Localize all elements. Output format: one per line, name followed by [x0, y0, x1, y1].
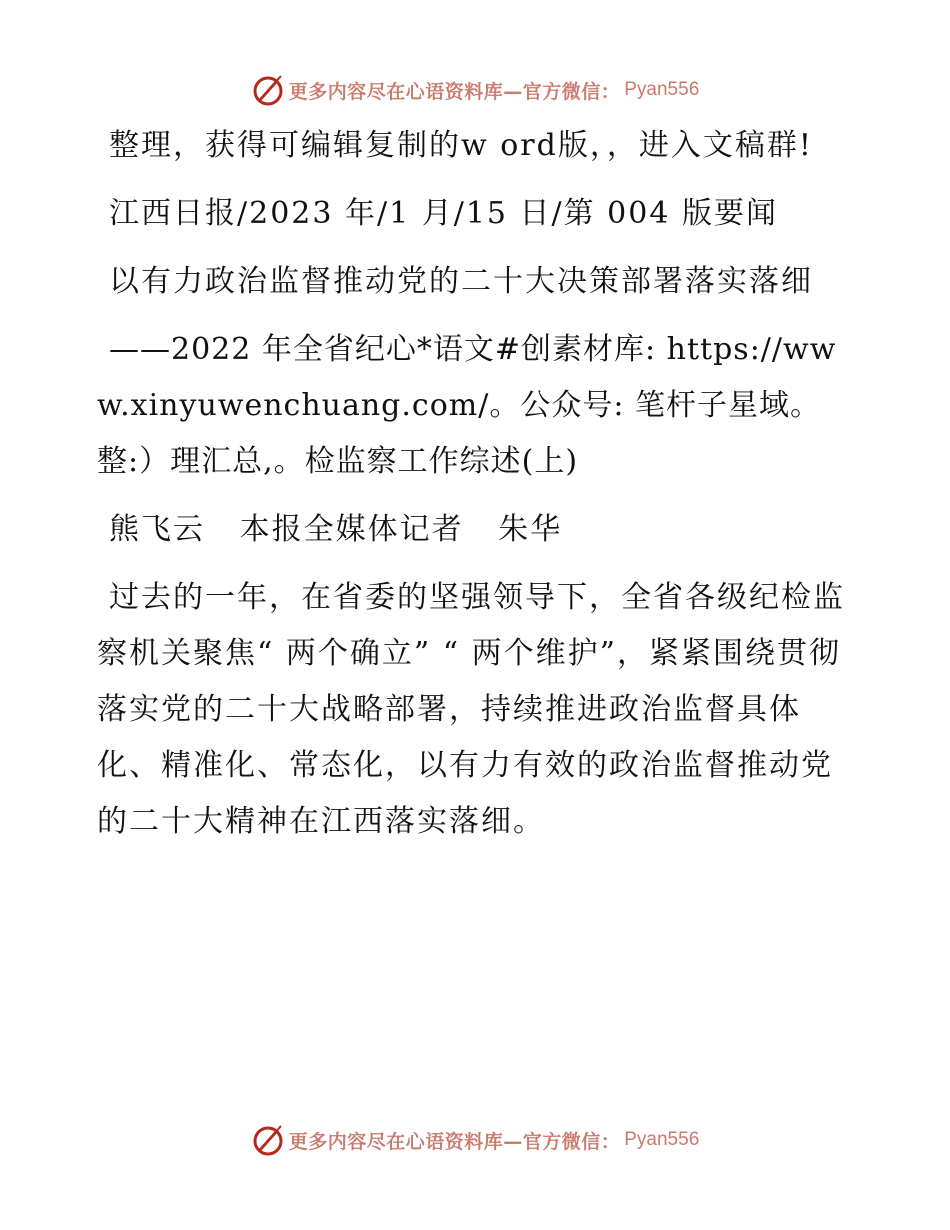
- body-paragraph: 过去的一年，在省委的坚强领导下，全省各级纪检监察机关聚焦“ 两个确立” “ 两个维护”，紧紧围绕贯彻落实党的二十大战略部署，持续推进政治监督具体化、精准化、常态化，以有力有效的政治监督推动党的二十大精神在江西落实落细。: [97, 580, 845, 839]
- watermark-text: 更多内容尽在心语资料库—官方微信：: [288, 80, 621, 103]
- document-body: [97, 118, 857, 862]
- intro-note: 整理，获得可编辑复制的w ord版，，进入文稿群!: [109, 128, 813, 163]
- watermark-text: 更多内容尽在心语资料库—官方微信：: [288, 1130, 621, 1153]
- quill-pen-logo-icon: [251, 1123, 285, 1157]
- article-title: 以有力政治监督推动党的二十大决策部署落实落细: [109, 264, 813, 299]
- watermark-wechat-id: Pyan556: [624, 79, 700, 100]
- quill-pen-logo-icon: [251, 73, 285, 107]
- watermark-header: [0, 70, 950, 110]
- watermark-footer: [0, 1120, 950, 1160]
- watermark-wechat-id: Pyan556: [624, 1129, 700, 1150]
- source-line: 江西日报/2023 年/1 月/15 日/第 004 版要闻: [109, 196, 778, 231]
- article-subtitle: ——2022 年全省纪心*语文#创素材库: https://www.xinyuwenchuang.com/。公众号: 笔杆子星域。整:）理汇总,。检监察工作综述(上): [97, 332, 837, 479]
- byline: 熊飞云 本报全媒体记者 朱华: [109, 512, 563, 547]
